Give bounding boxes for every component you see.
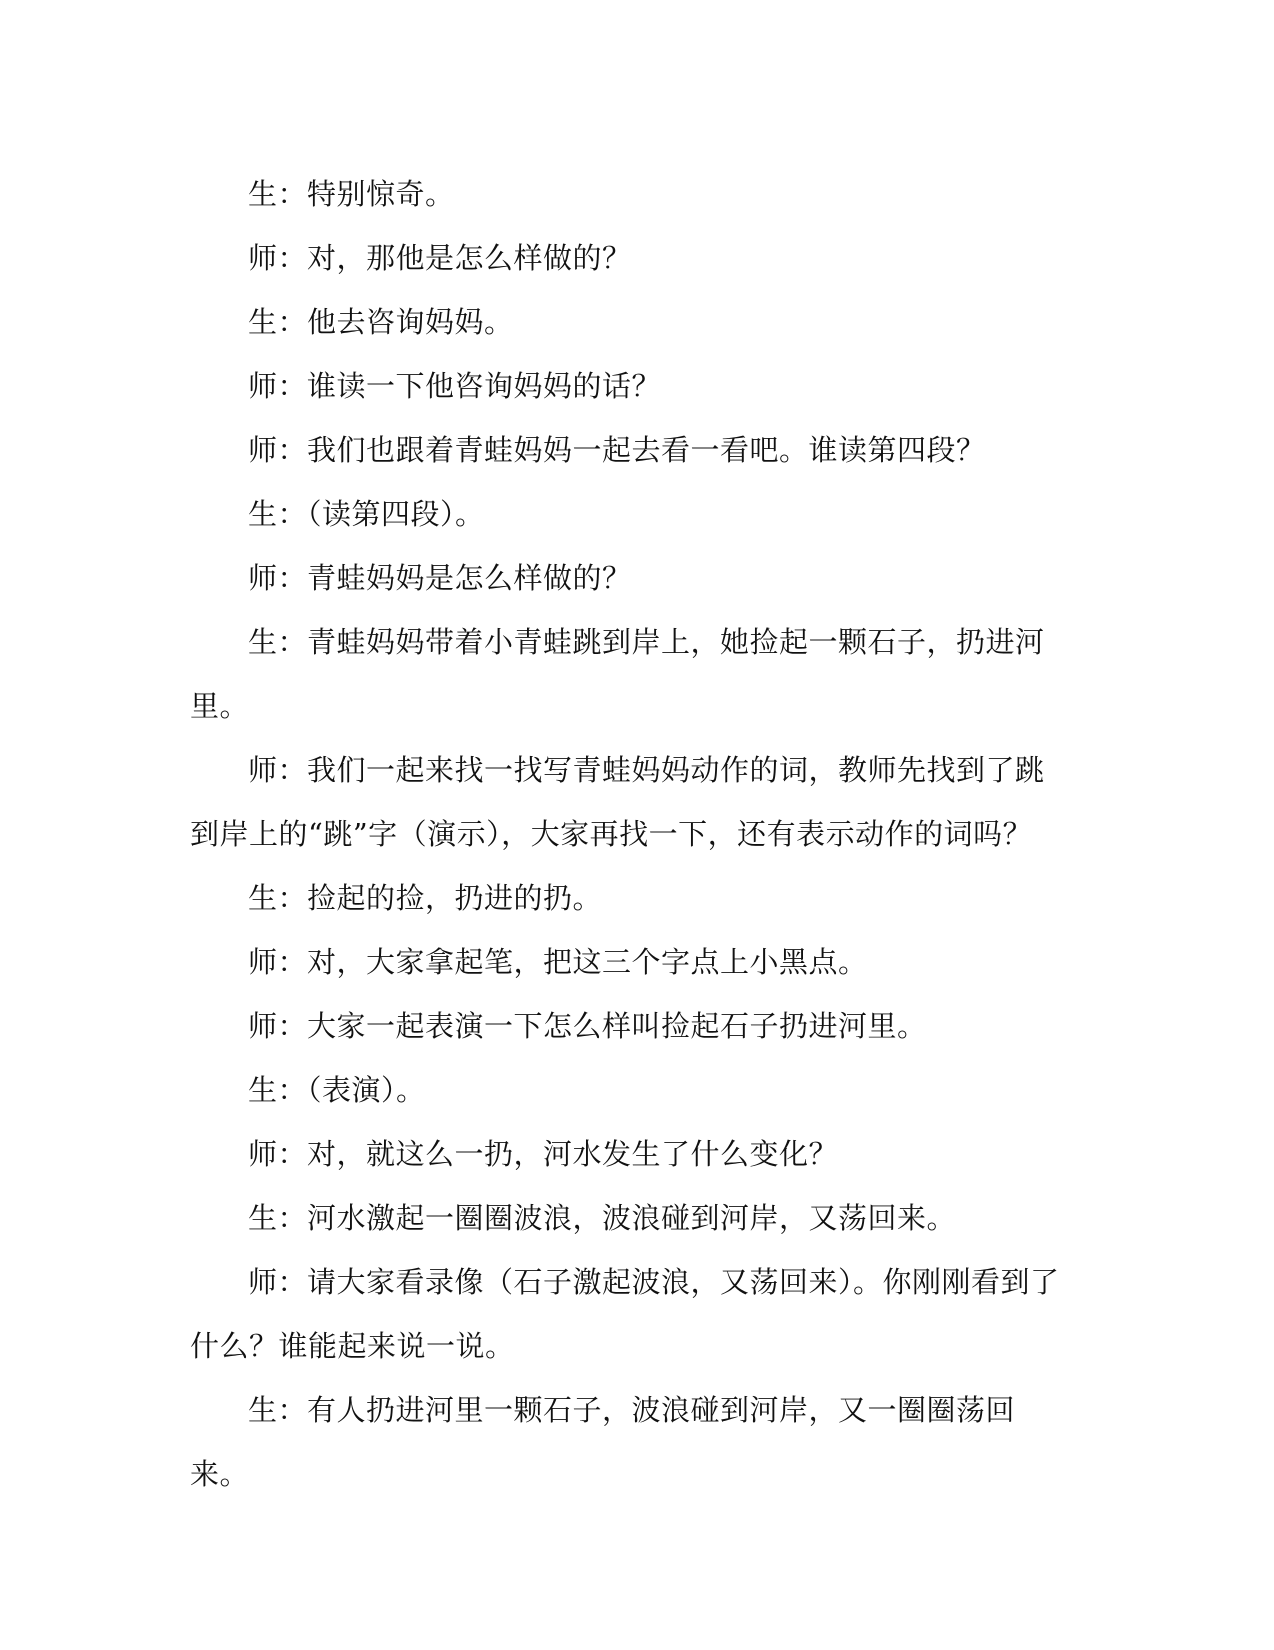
paragraph-3: 生：他去咨询妈妈。 xyxy=(248,305,514,339)
paragraph-8: 生：青蛙妈妈带着小青蛙跳到岸上，她捡起一颗石子，扔进河里。 xyxy=(190,625,1045,723)
document-body xyxy=(190,162,1070,1506)
paragraph-13: 生：（表演）。 xyxy=(248,1073,426,1107)
paragraph-15: 生：河水激起一圈圈波浪，波浪碰到河岸，又荡回来。 xyxy=(248,1201,957,1235)
paragraph-9: 师：我们一起来找一找写青蛙妈妈动作的词，教师先找到了跳到岸上的“跳”字（演示），大家再找一下，还有表示动作的词吗？ xyxy=(190,753,1045,851)
paragraph-10: 生：捡起的捡，扔进的扔。 xyxy=(248,881,603,915)
paragraph-1: 生：特别惊奇。 xyxy=(248,177,455,211)
paragraph-5: 师：我们也跟着青蛙妈妈一起去看一看吧。谁读第四段？ xyxy=(248,433,986,467)
paragraph-17: 生：有人扔进河里一颗石子，波浪碰到河岸，又一圈圈荡回来。 xyxy=(190,1393,1016,1491)
paragraph-6: 生：（读第四段）。 xyxy=(248,497,485,531)
paragraph-12: 师：大家一起表演一下怎么样叫捡起石子扔进河里。 xyxy=(248,1009,927,1043)
paragraph-16: 师：请大家看录像（石子激起波浪，又荡回来）。你刚刚看到了什么？谁能起来说一说。 xyxy=(190,1265,1060,1363)
paragraph-7: 师：青蛙妈妈是怎么样做的？ xyxy=(248,561,632,595)
paragraph-14: 师：对，就这么一扔，河水发生了什么变化？ xyxy=(248,1137,839,1171)
paragraph-2: 师：对，那他是怎么样做的？ xyxy=(248,241,632,275)
paragraph-4: 师：谁读一下他咨询妈妈的话？ xyxy=(248,369,662,403)
paragraph-11: 师：对，大家拿起笔，把这三个字点上小黑点。 xyxy=(248,945,868,979)
